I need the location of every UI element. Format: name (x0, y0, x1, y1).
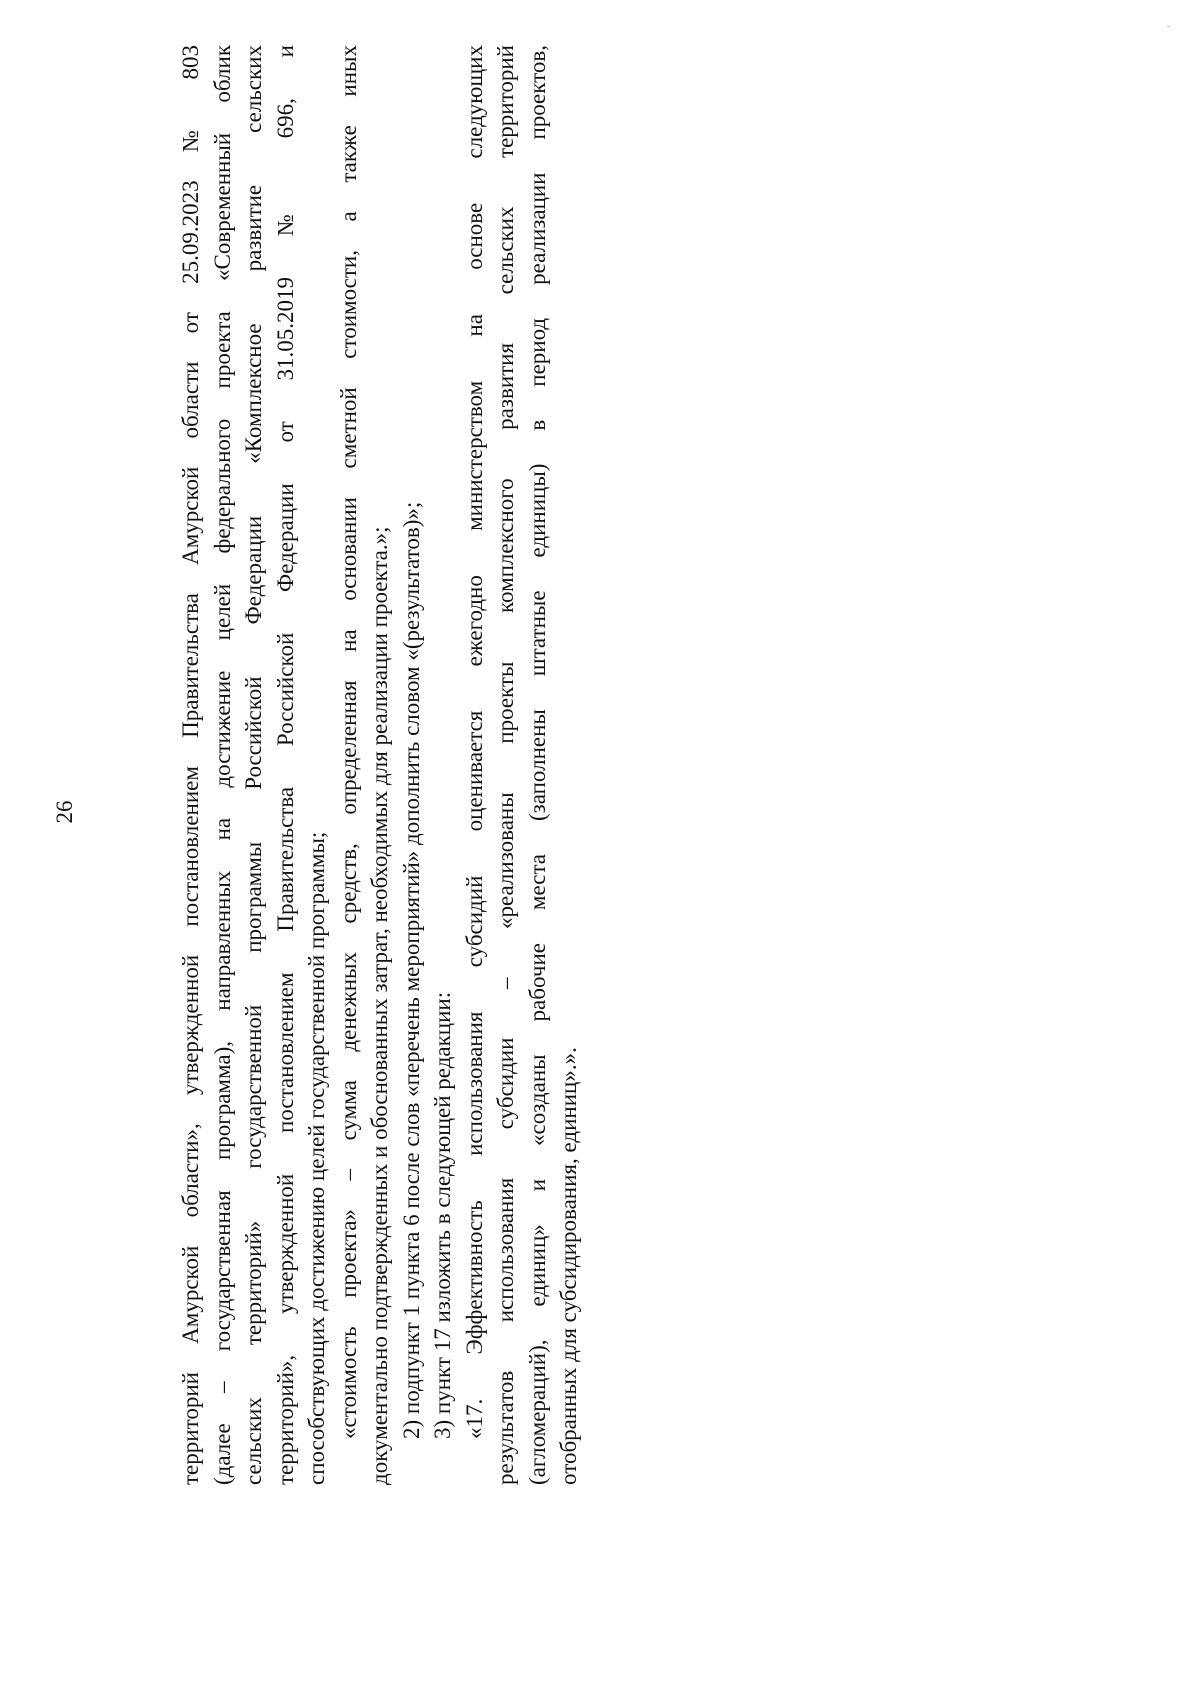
text-line: документально подтвержденных и обоснованных затрат, необходимых для реализации проекта.»; (367, 526, 392, 1485)
text-line: 3) пункт 17 изложить в следующей редакции: (430, 991, 455, 1439)
text-line: отобранных для субсидирования, единиц».». (556, 1047, 581, 1485)
text-line: (далее – государственная программа), направленных на достижение целей федерального проекта «Современный облик (209, 45, 235, 1485)
page-number: 26 (52, 800, 77, 824)
text-line: «стоимость проекта» – сумма денежных средств, определенная на основании сметной стоимости, а также иных (335, 45, 361, 1439)
text-line: территорий Амурской области», утвержденной постановлением Правительства Амурской области от 25.09.2023 № 803 (178, 45, 203, 1485)
rotated-text-block (175, 45, 595, 1485)
scan-speck (1167, 26, 1170, 27)
text-line: территорий», утвержденной постановлением Правительства Российской Федерации от 31.05.2019 № 696, и (272, 45, 298, 1485)
text-line: результатов использования субсидии – «реализованы проекты комплексного развития сельских территорий (493, 45, 518, 1485)
text-line: (агломераций), единиц» и «созданы рабочие места (заполнены штатные единицы) в период реализации проектов, (524, 45, 550, 1485)
text-line: «17. Эффективность использования субсидий оценивается ежегодно министерством на основе следующих (461, 45, 487, 1439)
text-line: способствующих достижению целей государственной программы; (304, 831, 329, 1485)
text-line: сельских территорий» государственной программы Российской Федерации «Комплексное развитие сельских (241, 45, 266, 1485)
text-line: 2) подпункт 1 пункта 6 после слов «перечень мероприятий» дополнить словом «(результатов)»; (398, 501, 424, 1439)
